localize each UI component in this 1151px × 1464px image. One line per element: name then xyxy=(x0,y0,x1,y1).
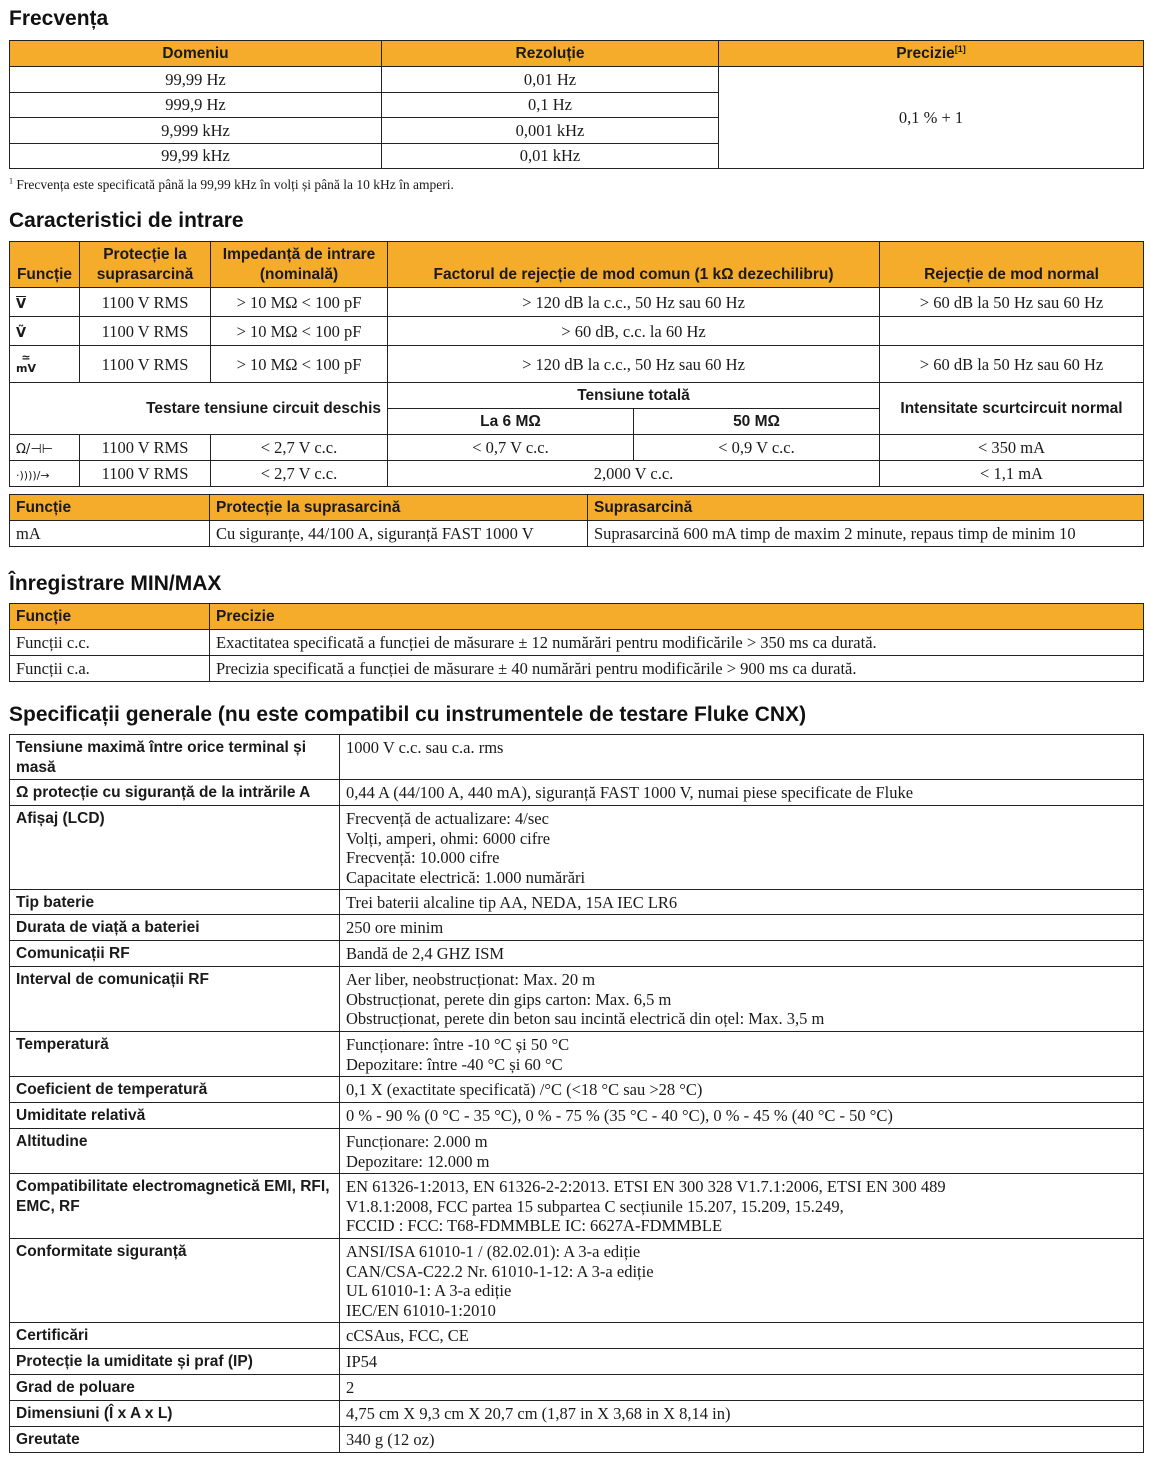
spec-value-line: cCSAus, FCC, CE xyxy=(346,1326,469,1345)
spec-value-line: Capacitate electrică: 1.000 numărări xyxy=(346,867,586,887)
spec-row xyxy=(10,967,1144,1032)
input-protection: 1100 V RMS xyxy=(80,435,211,461)
open-circuit-voltage: < 2,7 V c.c. xyxy=(211,435,388,461)
spec-key: Coeficient de temperatură xyxy=(10,1077,340,1103)
spec-row xyxy=(10,1103,1144,1129)
full-scale-voltage: 2,000 V c.c. xyxy=(388,461,880,487)
spec-value-line: 0 % - 90 % (0 °C - 35 °C), 0 % - 75 % (35 °C - 40 °C), 0 % - 45 % (40 °C - 50 °C) xyxy=(346,1106,893,1125)
short-circuit-current: < 1,1 mA xyxy=(880,461,1144,487)
input-impedance: > 10 MΩ < 100 pF xyxy=(211,288,388,317)
minmax-title: Înregistrare MIN/MAX xyxy=(9,572,222,595)
spec-value-line: IP54 xyxy=(346,1352,378,1371)
spec-key: Tensiune maximă între orice terminal și masă xyxy=(10,735,340,780)
spec-key: Grad de poluare xyxy=(10,1375,340,1401)
full-scale-50m: < 0,9 V c.c. xyxy=(634,435,880,461)
input-impedance: > 10 MΩ < 100 pF xyxy=(211,317,388,346)
spec-key: Interval de comunicații RF xyxy=(10,967,340,1032)
spec-value-line: Obstrucționat, perete din gips carton: Max. 6,5 m xyxy=(346,989,672,1009)
spec-value-line: Frecvență de actualizare: 4/sec xyxy=(346,809,549,828)
spec-value-line: Frecvență: 10.000 cifre xyxy=(346,848,500,867)
spec-key: Altitudine xyxy=(10,1129,340,1174)
input-protection: 1100 V RMS xyxy=(80,346,211,383)
overload-header-protection: Protecție la suprasarcină xyxy=(210,495,588,521)
input-protection: 1100 V RMS xyxy=(80,317,211,346)
minmax-precision: Precizia specificată a funcției de măsurare ± 40 numărări pentru modificările > 900 ms ca durată. xyxy=(210,656,1144,682)
spec-key: Protecție la umiditate și praf (IP) xyxy=(10,1349,340,1375)
overload-table xyxy=(9,494,1144,547)
spec-row xyxy=(10,1323,1144,1349)
spec-value-line: Depozitare: 12.000 m xyxy=(346,1151,490,1171)
freq-precision: 0,1 % + 1 xyxy=(719,67,1144,169)
input-header-cmrr: Factorul de rejecție de mod comun (1 kΩ dezechilibru) xyxy=(388,242,880,288)
overload-function: mA xyxy=(10,521,210,547)
spec-value-line: 4,75 cm X 9,3 cm X 20,7 cm (1,87 in X 3,68 in X 8,14 in) xyxy=(346,1404,731,1423)
spec-value-line: Aer liber, neobstrucționat: Max. 20 m xyxy=(346,970,596,989)
spec-key: Durata de viață a bateriei xyxy=(10,915,340,941)
general-table xyxy=(9,734,1144,1453)
input-nmrr: > 60 dB la 50 Hz sau 60 Hz xyxy=(880,346,1144,383)
spec-value-line: Obstrucționat, perete din beton sau incintă electrică din oțel: Max. 3,5 m xyxy=(346,1009,825,1028)
ac-volts-icon: Ṽ xyxy=(10,317,80,346)
spec-row xyxy=(10,941,1144,967)
spec-row xyxy=(10,1032,1144,1077)
spec-row xyxy=(10,1375,1144,1401)
minmax-function: Funcții c.a. xyxy=(10,656,210,682)
input-nmrr xyxy=(880,317,1144,346)
minmax-header-function: Funcție xyxy=(10,604,210,630)
spec-value-line: 1000 V c.c. sau c.a. rms xyxy=(346,738,504,757)
spec-value-line: EN 61326-1:2013, EN 61326-2-2:2013. ETSI EN 300 328 V1.7.1:2006, ETSI EN 300 489 xyxy=(346,1177,946,1196)
spec-key: Comunicații RF xyxy=(10,941,340,967)
spec-value xyxy=(340,1103,1144,1129)
spec-value-line: 0,1 X (exactitate specificată) /°C (<18 °C sau >28 °C) xyxy=(346,1080,703,1099)
at-50mohm-label: 50 MΩ xyxy=(634,409,880,435)
spec-key: Dimensiuni (Î x A x L) xyxy=(10,1401,340,1427)
ohm-capacitance-icon: Ω/⊣⊢ xyxy=(10,435,80,461)
short-circuit-label: Intensitate scurtcircuit normal xyxy=(880,383,1144,435)
spec-value-line: 340 g (12 oz) xyxy=(346,1430,435,1449)
spec-value-line: CAN/CSA-C22.2 Nr. 61010-1-12: A 3-a ediție xyxy=(346,1261,654,1281)
spec-key: Conformitate siguranță xyxy=(10,1239,340,1323)
spec-row xyxy=(10,890,1144,915)
spec-value xyxy=(340,1032,1144,1077)
spec-value-line: Bandă de 2,4 GHZ ISM xyxy=(346,944,505,963)
spec-key: Ω protecție cu siguranță de la intrările A xyxy=(10,780,340,806)
footnote-ref: [1] xyxy=(954,43,966,54)
at-6mohm-label: La 6 MΩ xyxy=(388,409,634,435)
spec-key: Umiditate relativă xyxy=(10,1103,340,1129)
spec-value xyxy=(340,1129,1144,1174)
spec-value xyxy=(340,941,1144,967)
spec-row xyxy=(10,1174,1144,1239)
dc-volts-icon: $\overline{V}$ xyxy=(10,288,80,317)
input-header-impedance: Impedanță de intrare (nominală) xyxy=(211,242,388,288)
spec-value-line: Funcționare: între -10 °C și 50 °C xyxy=(346,1035,570,1054)
spec-value-line: ANSI/ISA 61010-1 / (82.02.01): A 3-a ediție xyxy=(346,1242,641,1261)
spec-key: Tip baterie xyxy=(10,890,340,915)
spec-value-line: FCCID : FCC: T68-FDMMBLE IC: 6627A-FDMMBLE xyxy=(346,1216,723,1235)
spec-value-line: V1.8.1:2008, FCC partea 15 subpartea C secțiunile 15.207, 15.209, 15.249, xyxy=(346,1196,844,1216)
input-nmrr: > 60 dB la 50 Hz sau 60 Hz xyxy=(880,288,1144,317)
spec-row xyxy=(10,735,1144,780)
ac-dc-millivolts-icon: ≃ mV xyxy=(10,346,80,383)
input-title: Caracteristici de intrare xyxy=(9,209,244,232)
minmax-header-precision: Precizie xyxy=(210,604,1144,630)
spec-value xyxy=(340,890,1144,915)
input-protection: 1100 V RMS xyxy=(80,288,211,317)
spec-row xyxy=(10,1129,1144,1174)
open-circuit-label: Testare tensiune circuit deschis xyxy=(10,383,388,435)
freq-range: 999,9 Hz xyxy=(10,92,382,118)
full-scale-label: Tensiune totală xyxy=(388,383,880,409)
open-circuit-voltage: < 2,7 V c.c. xyxy=(211,461,388,487)
spec-value-line: IEC/EN 61010-1:2010 xyxy=(346,1300,496,1320)
overload-header-overload: Suprasarcină xyxy=(588,495,1144,521)
spec-row xyxy=(10,1401,1144,1427)
spec-value xyxy=(340,735,1144,780)
spec-value-line: Trei baterii alcaline tip AA, NEDA, 15A IEC LR6 xyxy=(346,893,678,912)
spec-value-line: Funcționare: 2.000 m xyxy=(346,1132,488,1151)
spec-value xyxy=(340,1349,1144,1375)
spec-value xyxy=(340,1174,1144,1239)
spec-key: Certificări xyxy=(10,1323,340,1349)
overload-header-function: Funcție xyxy=(10,495,210,521)
freq-table xyxy=(9,40,1144,169)
freq-resolution: 0,01 Hz xyxy=(382,67,719,93)
freq-title: Frecvența xyxy=(9,7,109,30)
freq-header-precision: Precizie[1] xyxy=(719,41,1144,67)
spec-value xyxy=(340,1427,1144,1453)
full-scale-6m: < 0,7 V c.c. xyxy=(388,435,634,461)
input-header-protection: Protecție la suprasarcină xyxy=(80,242,211,288)
spec-row xyxy=(10,1077,1144,1103)
minmax-precision: Exactitatea specificată a funcției de măsurare ± 12 numărări pentru modificările > 350 ms ca durată. xyxy=(210,630,1144,656)
minmax-function: Funcții c.c. xyxy=(10,630,210,656)
freq-header-resolution: Rezoluție xyxy=(382,41,719,67)
spec-value xyxy=(340,967,1144,1032)
spec-key: Greutate xyxy=(10,1427,340,1453)
input-cmrr: > 120 dB la c.c., 50 Hz sau 60 Hz xyxy=(388,346,880,383)
spec-key: Compatibilitate electromagnetică EMI, RFI, EMC, RF xyxy=(10,1174,340,1239)
spec-value-line: Depozitare: între -40 °C și 60 °C xyxy=(346,1054,563,1074)
continuity-diode-icon: ·))))/→ xyxy=(10,461,80,487)
spec-value xyxy=(340,806,1144,890)
freq-range: 9,999 kHz xyxy=(10,118,382,144)
freq-header-range: Domeniu xyxy=(10,41,382,67)
spec-value-line: UL 61010-1: A 3-a ediție xyxy=(346,1281,512,1300)
spec-value-line: 250 ore minim xyxy=(346,918,444,937)
spec-key: Afișaj (LCD) xyxy=(10,806,340,890)
spec-value xyxy=(340,915,1144,941)
spec-key: Temperatură xyxy=(10,1032,340,1077)
input-header-function: Funcție xyxy=(10,242,80,288)
spec-row xyxy=(10,806,1144,890)
spec-value xyxy=(340,1239,1144,1323)
spec-row xyxy=(10,915,1144,941)
spec-row xyxy=(10,780,1144,806)
freq-range: 99,99 Hz xyxy=(10,67,382,93)
freq-resolution: 0,1 Hz xyxy=(382,92,719,118)
minmax-table xyxy=(9,603,1144,682)
spec-row xyxy=(10,1349,1144,1375)
input-header-nmrr: Rejecție de mod normal xyxy=(880,242,1144,288)
spec-value xyxy=(340,1401,1144,1427)
spec-value xyxy=(340,780,1144,806)
spec-row xyxy=(10,1427,1144,1453)
spec-value xyxy=(340,1375,1144,1401)
input-impedance: > 10 MΩ < 100 pF xyxy=(211,346,388,383)
general-title: Specificații generale (nu este compatibil cu instrumentele de testare Fluke CNX) xyxy=(9,703,807,726)
freq-footnote: $^1$ Frecvența este specificată până la 99,99 kHz în volți și până la 10 kHz în amperi. xyxy=(9,176,454,192)
freq-resolution: 0,001 kHz xyxy=(382,118,719,144)
spec-row xyxy=(10,1239,1144,1323)
spec-value-line: Volți, amperi, ohmi: 6000 cifre xyxy=(346,828,551,848)
input-cmrr: > 60 dB, c.c. la 60 Hz xyxy=(388,317,880,346)
spec-value-line: 0,44 A (44/100 A, 440 mA), siguranță FAST 1000 V, numai piese specificate de Fluke xyxy=(346,783,914,802)
input-protection: 1100 V RMS xyxy=(80,461,211,487)
input-table xyxy=(9,241,1144,487)
spec-value-line: 2 xyxy=(346,1378,355,1397)
spec-value xyxy=(340,1323,1144,1349)
short-circuit-current: < 350 mA xyxy=(880,435,1144,461)
overload-value: Suprasarcină 600 mA timp de maxim 2 minute, repaus timp de minim 10 xyxy=(588,521,1144,547)
input-cmrr: > 120 dB la c.c., 50 Hz sau 60 Hz xyxy=(388,288,880,317)
freq-range: 99,99 kHz xyxy=(10,143,382,169)
spec-value xyxy=(340,1077,1144,1103)
overload-protection: Cu siguranțe, 44/100 A, siguranță FAST 1000 V xyxy=(210,521,588,547)
freq-resolution: 0,01 kHz xyxy=(382,143,719,169)
